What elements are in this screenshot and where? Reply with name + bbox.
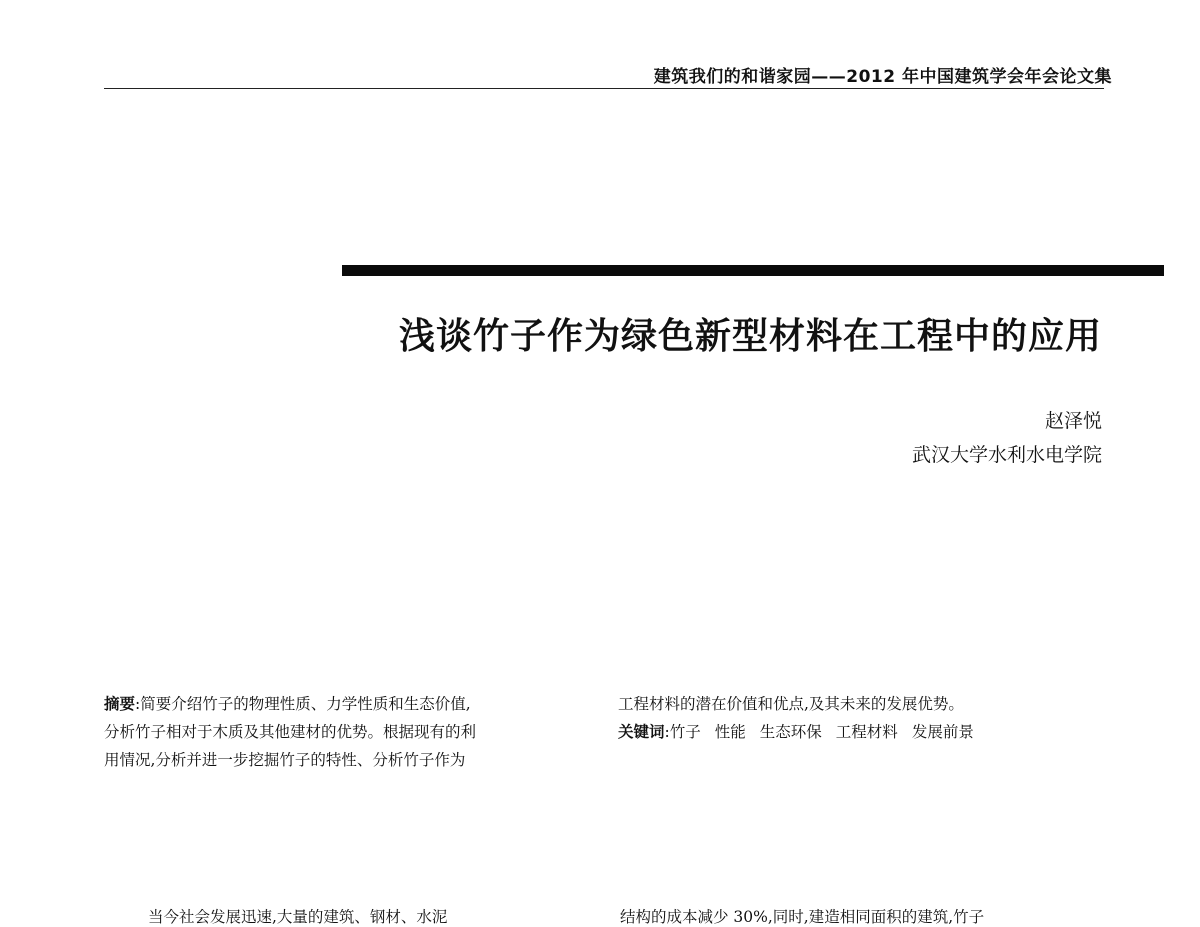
abstract-label: 摘要 (104, 695, 136, 713)
abstract-label-sep: : (135, 695, 141, 713)
author-affiliation: 武汉大学水利水电学院 (911, 444, 1102, 466)
running-header: 建筑我们的和谐家园——2012 年中国建筑学会年会论文集 (653, 67, 1112, 87)
author-name: 赵泽悦 (1044, 410, 1102, 432)
keyword: 竹子 (669, 723, 701, 741)
keyword: 工程材料 (835, 723, 898, 741)
abstract-line: 工程材料的潜在价值和优点,及其未来的发展优势。 (618, 695, 964, 713)
keywords-line (618, 718, 988, 746)
abstract-line: 分析竹子相对于木质及其他建材的优势。根据现有的利 (104, 723, 477, 741)
keyword: 发展前景 (911, 723, 974, 741)
title-bar (342, 265, 1164, 276)
header-rule (104, 88, 1104, 89)
abstract-right-column (618, 690, 988, 746)
keyword: 生态环保 (759, 723, 822, 741)
paper-title: 浅谈竹子作为绿色新型材料在工程中的应用 (398, 316, 1102, 357)
keyword: 性能 (714, 723, 746, 741)
keywords-label: 关键词 (618, 723, 665, 741)
body-text-left-fragment: 当今社会发展迅速,大量的建筑、钢材、水泥 (148, 908, 448, 926)
abstract-text: 简要介绍竹子的物理性质、力学性质和生态价值, (140, 695, 471, 713)
keywords-label-sep: : (664, 723, 670, 741)
abstract-line (104, 690, 476, 718)
abstract-left-column (104, 690, 476, 774)
abstract-line: 用情况,分析并进一步挖掘竹子的特性、分析竹子作为 (104, 751, 466, 769)
body-text-right-fragment: 结构的成本减少 30%,同时,建造相同面积的建筑,竹子 (620, 908, 985, 926)
